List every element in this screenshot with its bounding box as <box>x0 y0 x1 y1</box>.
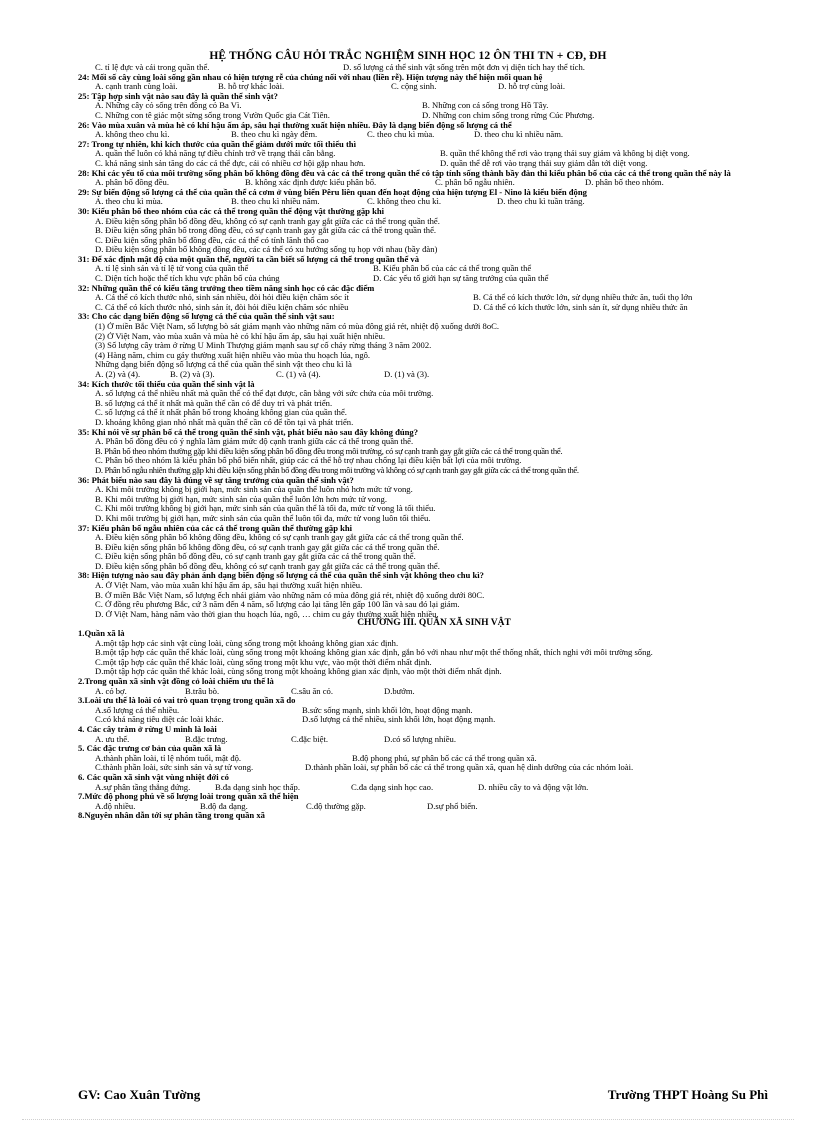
option-d: D. Phân bố ngẫu nhiên thường gặp khi điều kiện sống phân bố đồng đều trong môi trường và không có sự cạnh tranh gay gắt giữa các cá thể trong quần thể. <box>95 465 579 475</box>
option-c: C. không theo chu kì. <box>367 196 441 207</box>
question-36: 36: Phát biểu nào sau đây là đúng về sự tăng trưởng của quần thể sinh vật? <box>78 475 354 485</box>
option-d: D. Điều kiện sống phân bố không đồng đều, các cá thể có xu hướng sống tụ họp với nhau (bầy đàn) <box>95 245 438 255</box>
option-d: D.có số lượng nhiều. <box>384 733 456 744</box>
option-b: B.một tập hợp các quần thể khác loài, cùng sống trong một khoảng không gian xác định, gắn bó với nhau như một thể thống nhất, thích nghi với môi trường sống. <box>95 647 653 658</box>
answer-row <box>78 159 790 169</box>
option-d: D.sự phổ biến. <box>427 800 478 811</box>
question-30: 30: Kiểu phân bố theo nhóm của các cá thể trong quần thể động vật thường gặp khi <box>78 206 385 216</box>
question-c1: 1.Quần xã là <box>78 629 125 639</box>
teacher-name: GV: Cao Xuân Tường <box>78 1087 201 1102</box>
option-a: A. tỉ lệ sinh sản và tỉ lệ tử vong của quần thể <box>95 263 249 274</box>
option-a: A.sự phân tầng thẳng đứng. <box>95 781 191 792</box>
statement-prompt: Những dạng biến động số lượng cá thể của quần thể sinh vật theo chu kì là <box>95 360 352 370</box>
option-c: C.đặc biệt. <box>291 733 328 744</box>
option-a: A. Cá thể có kích thước nhỏ, sinh sản nhiều, đòi hỏi điều kiện chăm sóc ít <box>95 293 349 303</box>
option-b: B. số lượng cá thể ít nhất mà quần thể cần có để duy trì và phát triển. <box>95 398 333 408</box>
option-a: A.thành phần loài, tỉ lệ nhóm tuổi, mật độ. <box>95 752 242 763</box>
option-d: D. Cá thể có kích thước lớn, sinh sản ít, sử dụng nhiều thức ăn <box>473 301 688 312</box>
option-c: C.có khả năng tiêu diệt các loài khác. <box>95 714 224 725</box>
question-c2: 2.Trong quần xã sinh vật đồng cỏ loài chiếm ưu thế là <box>78 677 274 686</box>
option-c: C. số lượng cá thể ít nhất phân bố trong khoảng không gian của quần thể. <box>95 408 347 418</box>
option-c: C.sâu ăn cỏ. <box>291 685 334 696</box>
option-b: B. quần thể không thể rơi vào trạng thái suy giảm và không bị diệt vong. <box>440 148 690 159</box>
question-c7: 7.Mức độ phong phú về số lượng loài trong quần xã thể hiện <box>78 792 299 802</box>
document-body <box>78 63 790 821</box>
option-c: C. Phân bố theo nhóm là kiểu phân bố phổ biến nhất, giúp các cá thể hỗ trợ nhau chống lại điều kiện bất lợi của môi trường. <box>95 456 522 466</box>
option-b: B.trâu bò. <box>185 685 220 696</box>
option-a: A. Điều kiện sống phân bố không đồng đều, không có sự cạnh tranh gay gắt giữa các cá thể trong quần thể. <box>95 533 464 543</box>
option-a: A.số lượng cá thể nhiều. <box>95 704 180 715</box>
option-a: A. cạnh tranh cùng loài. <box>95 81 178 92</box>
answer-row <box>78 715 790 725</box>
option-c: C.đa dạng sinh học cao. <box>351 781 434 792</box>
option-c: C. cộng sinh. <box>391 81 437 92</box>
question-34: 34: Kích thước tối thiểu của quần thể sinh vật là <box>78 379 255 389</box>
option-b: B. Điều kiện sống phân bố trong đồng đều, có sự cạnh tranh gay gắt giữa các cá thể trong quần thể. <box>95 226 437 236</box>
option-a: A. Khi môi trường không bị giới hạn, mức sinh sản của quần thể luôn nhỏ hơn mức tử vong. <box>95 485 413 495</box>
option-c: C. Những con tê giác một sừng sống trong Vườn Quốc gia Cát Tiên. <box>95 109 330 120</box>
option-b: B. theo chu kì ngày đêm. <box>231 129 318 140</box>
option-c: C. khả năng sinh sản tăng do các cá thể đực, cái có nhiều cơ hội gặp nhau hơn. <box>95 157 366 168</box>
answer-row <box>78 197 790 207</box>
option-d: D. Các yếu tố giới hạn sự tăng trưởng của quần thể <box>373 273 549 284</box>
question-c5: 5. Các đặc trưng cơ bản của quần xã là <box>78 744 222 754</box>
question-25: 25: Tập hợp sinh vật nào sau đây là quần thể sinh vật? <box>78 91 278 101</box>
option-b: B. Kiểu phân bố của các cá thể trong quần thể <box>373 263 532 274</box>
statement-3: (3) Số lượng cây tràm ở rừng U Minh Thượng giảm mạnh sau sự cố cháy rừng tháng 3 năm 2002. <box>95 341 432 351</box>
option-b: B. không xác định được kiểu phân bố. <box>245 177 377 188</box>
option-d: D. Những con chim sống trong rừng Cúc Phương. <box>422 109 595 120</box>
answer-row <box>78 370 790 380</box>
answer-row <box>78 274 790 284</box>
question-c6: 6. Các quần xã sinh vật vùng nhiệt đới có <box>78 772 229 782</box>
question-37: 37: Kiểu phân bố ngẫu nhiên của các cá thể trong quần thể thường gặp khi <box>78 523 353 533</box>
question-31: 31: Để xác định mật độ của một quần thể, người ta cần biết số lượng cá thể trong quần thể và <box>78 254 420 264</box>
option-c: C. Điều kiện sống phân bố đồng đều, các cá thể có tính lãnh thổ cao <box>95 235 329 245</box>
answer-row <box>78 111 790 121</box>
option-b: B. Cá thể có kích thước lớn, sử dụng nhiều thức ăn, tuổi thọ lớn <box>473 292 693 303</box>
chapter-heading: CHƯƠNG III. QUẦN XÃ SINH VẬT <box>357 618 511 629</box>
statement-4: (4) Hàng năm, chim cu gáy thường xuất hiện nhiều vào mùa thu hoạch lúa, ngô. <box>95 350 371 360</box>
option-d: D. theo chu kì tuần trăng. <box>497 196 585 207</box>
option-d: D. (1) và (3). <box>384 369 430 379</box>
option-a: A. theo chu kì mùa. <box>95 196 163 207</box>
option-b: B. hỗ trợ khác loài. <box>218 81 285 92</box>
option-d: D. Khi môi trường bị giới hạn, mức sinh sản của quần thể luôn tối đa, mức tử vong luôn tối thiểu. <box>95 513 431 523</box>
page-title: HỆ THỐNG CÂU HỎI TRẮC NGHIỆM SINH HỌC 12 ÔN THI TN + CĐ, ĐH <box>209 50 607 62</box>
option-d: D.số lượng cá thể nhiều, sinh khối lớn, hoạt động mạnh. <box>302 714 496 725</box>
option-c: C. tỉ lệ đực và cái trong quần thể. <box>95 62 210 72</box>
question-24: 24: Mối số cây cùng loài sống gần nhau có hiện tượng rễ của chúng nối với nhau (liền rễ). Hiện tượng này thể hiện mối quan hệ <box>78 72 543 82</box>
answer-row <box>78 63 790 73</box>
option-d: D. quần thể dễ rơi vào trạng thái suy giảm dẫn tới diệt vong. <box>440 157 648 168</box>
question-28: 28: Khi các yếu tố của môi trường sống phân bố không đồng đều và các cá thể trong quần thể có tập tính sống thành bầy đàn thì kiểu phân bố của các cá thể trong quần thể này là <box>78 168 731 178</box>
answer-row <box>78 130 790 140</box>
answer-row <box>78 802 790 812</box>
answer-row <box>78 763 790 773</box>
option-d: D. theo chu kì nhiều năm. <box>474 129 564 140</box>
answer-row <box>78 687 790 697</box>
page-footer <box>78 1087 768 1103</box>
option-a: A. phân bố đồng đều. <box>95 177 169 188</box>
question-32: 32: Những quần thể có kiểu tăng trưởng theo tiềm năng sinh học có các đặc điểm <box>78 283 375 293</box>
option-a: A. số lượng cá thể nhiều nhất mà quần thể có thể đạt được, cân bằng với sức chứa của môi trường. <box>95 389 434 399</box>
option-b: B. Phân bố theo nhóm thường gặp khi điều kiện sống phân bố đồng đều trong môi trường, có sự cạnh tranh gay gắt giữa các cá thể trong quần thể. <box>95 446 563 456</box>
option-d: D. nhiều cây to và động vật lớn. <box>478 781 589 792</box>
option-c: C. theo chu kì mùa. <box>367 129 435 140</box>
question-c3: 3.Loài ưu thế là loài có vai trò quan trọng trong quần xã do <box>78 696 296 706</box>
question-c4: 4. Các cây tràm ở rừng U minh là loài <box>78 724 217 734</box>
option-d: D. phân bố theo nhóm. <box>585 177 664 188</box>
option-d: D.bướm. <box>384 685 415 696</box>
option-b: B. Khi môi trường bị giới hạn, mức sinh sản của quần thể luôn lớn hơn mức tử vong. <box>95 494 387 504</box>
option-b: B. theo chu kì nhiều năm. <box>231 196 320 207</box>
option-a: A. Điều kiện sống phân bố đồng đều, không có sự cạnh tranh gay gắt giữa các cá thể trong quần thể. <box>95 216 440 226</box>
question-38: 38: Hiện tượng nào sau đây phản ánh dạng biến động số lượng cá thể của quần thể sinh vật không theo chu kì? <box>78 571 484 581</box>
option-c: C. Diện tích hoặc thể tích khu vực phân bố của chúng <box>95 273 280 284</box>
question-33: 33: Cho các dạng biến động số lượng cá thể của quần thể sinh vật sau: <box>78 312 335 322</box>
option-a: A. Phân bố đồng đều có ý nghĩa làm giảm mức độ cạnh tranh giữa các cá thể trong quần thể. <box>95 437 414 447</box>
option-b: B.đa dạng sinh học thấp. <box>215 781 300 792</box>
question-35: 35: Khi nói về sự phân bố cá thể trong quần thể sinh vật, phát biểu nào sau đây không đúng? <box>78 427 419 437</box>
option-b: B.sức sống mạnh, sinh khối lớn, hoạt động mạnh. <box>302 704 473 715</box>
question-c8: 8.Nguyên nhân dẫn tới sự phân tầng trong quần xã <box>78 811 265 821</box>
option-a: A. Ở Việt Nam, vào mùa xuân khí hậu ấm áp, sâu hại thường xuất hiện nhiều. <box>95 581 363 591</box>
option-c: C. Khi môi trường không bị giới hạn, mức sinh sản của quần thể là tối đa, mức tử vong là tối thiểu. <box>95 504 436 514</box>
option-a: A. quần thể luôn có khả năng tự điều chỉnh trở về trạng thái cân bằng. <box>95 148 336 159</box>
option-b: B. Ở miền Bắc Việt Nam, số lượng ếch nhái giảm vào những năm có mùa đông giá rét, nhiệt độ xuống dưới 80C. <box>95 590 485 600</box>
option-b: B.độ phong phú, sự phân bố các cá thể trong quần xã. <box>352 752 537 763</box>
option-a: A.độ nhiều. <box>95 800 136 811</box>
option-a: A. (2) và (4). <box>95 369 141 379</box>
school-name: Trường THPT Hoàng Su Phì <box>607 1087 768 1102</box>
option-c: C.một tập hợp các quần thể khác loài, cùng sống trong một khu vực, vào một thời điểm nhất định. <box>95 657 432 667</box>
option-a: A. Những cây cỏ sống trên đồng cỏ Ba Vì. <box>95 100 242 111</box>
answer-row <box>78 82 790 92</box>
option-d: D. Ở Việt Nam, hàng năm vào thời gian thu hoạch lúa, ngô, … chim cu gáy thường xuất hiện nhiều. <box>95 609 439 619</box>
option-b: B.độ đa dạng. <box>200 800 248 811</box>
option-c: C.độ thường gặp. <box>306 800 366 811</box>
option-d: D. Điều kiện sống phân bố đồng đều, không có sự cạnh tranh gay gắt giữa các cá thể trong quần thể. <box>95 561 440 571</box>
option-b: B. Những con cá sống trong Hồ Tây. <box>422 100 549 111</box>
option-d: D. khoảng không gian nhỏ nhất mà quần thể cần có để tồn tại và phát triển. <box>95 417 354 427</box>
option-c: C. Ở đồng rêu phương Bắc, cứ 3 năm đến 4 năm, số lượng cáo lại tăng lên gấp 100 lần và sau đó lại giảm. <box>95 600 460 610</box>
option-a: A. ưu thế. <box>95 733 130 744</box>
option-d: D. hỗ trợ cùng loài. <box>498 81 566 92</box>
option-c: C. (1) và (4). <box>276 369 321 379</box>
statement-2: (2) Ở Việt Nam, vào mùa xuân và mùa hè có khí hậu ấm áp, sâu hại xuất hiện nhiều. <box>95 331 385 341</box>
option-a: A. cỏ bợ. <box>95 685 127 696</box>
answer-row <box>78 783 790 793</box>
option-a: A.một tập hợp các sinh vật cùng loài, cùng sống trong một khoảng không gian xác định. <box>95 638 399 648</box>
option-b: B. Điều kiện sống phân bố không đồng đều, có sự cạnh tranh gay gắt giữa các cá thể trong quần thể. <box>95 542 440 552</box>
answer-row <box>78 303 790 313</box>
option-d: D.một tập hợp các quần thể khác loài, cùng sống trong một khoảng không gian xác định, vào một thời điểm nhất định. <box>95 667 502 677</box>
option-c: C. Cá thể có kích thước nhỏ, sinh sản ít, đòi hỏi điều kiện chăm sóc nhiều <box>95 302 349 312</box>
option-b: B.đặc trưng. <box>185 733 228 744</box>
option-c: C. Điều kiện sống phân bố đồng đều, có sự cạnh tranh gay gắt giữa các cá thể trong quần thể. <box>95 552 416 562</box>
option-b: B. (2) và (3). <box>170 369 215 379</box>
statement-1: (1) Ở miền Bắc Việt Nam, số lượng bò sát giảm mạnh vào những năm có mùa đông giá rét, nhiệt độ xuống dưới 8oC. <box>95 322 500 332</box>
option-d: D.thành phần loài, sự phân bố các cá thể trong quần xã, quan hệ dinh dưỡng của các nhóm loài. <box>305 762 634 773</box>
question-27: 27: Trong tự nhiên, khi kích thước của quần thể giảm dưới mức tối thiểu thì <box>78 139 356 149</box>
option-c: C.thành phần loài, sức sinh sản và sự tử vong. <box>95 762 254 773</box>
question-26: 26: Vào mùa xuân và mùa hè có khí hậu ấm áp, sâu hại thường xuất hiện nhiều. Đây là dạng biến động số lượng cá thể <box>78 120 512 130</box>
option-d: D. số lượng cá thể sinh vật sống trên một đơn vị diện tích hay thể tích. <box>343 62 585 72</box>
question-29: 29: Sự biến động số lượng cá thể của quần thể cá cơm ở vùng biển Pêru liên quan đến hoạt động của hiện tượng El - Nino là kiểu biến động <box>78 187 587 197</box>
answer-row <box>78 735 790 745</box>
page-divider <box>22 1119 794 1120</box>
option-a: A. không theo chu kì. <box>95 129 170 140</box>
option-c: C. phân bố ngẫu nhiên. <box>435 177 515 188</box>
answer-row <box>78 178 790 188</box>
